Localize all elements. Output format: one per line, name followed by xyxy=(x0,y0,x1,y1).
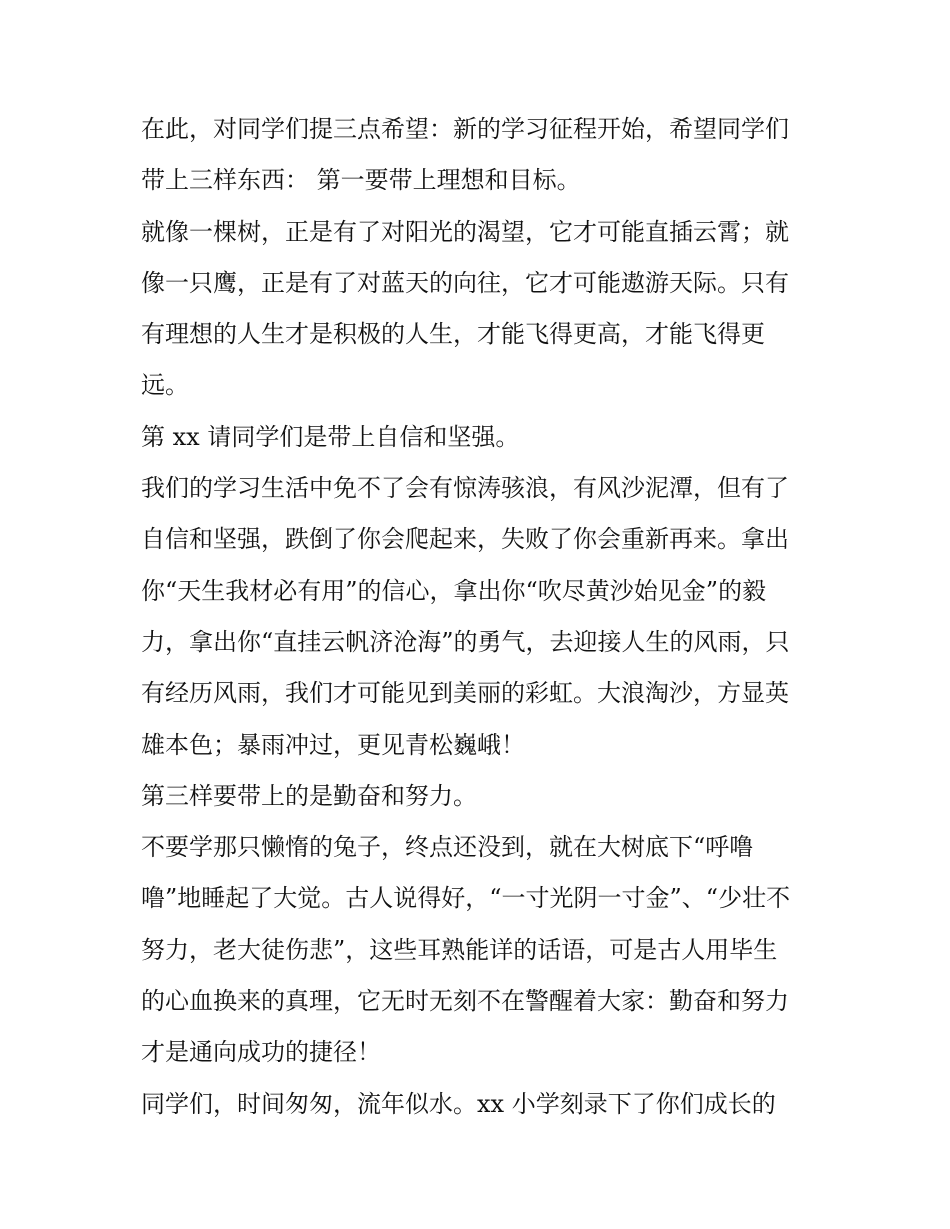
text-line: 我们的学习生活中免不了会有惊涛骇浪，有风沙泥潭，但有了 xyxy=(141,474,789,503)
text-line: 有经历风雨，我们才可能见到美丽的彩虹。大浪淘沙，方显英 xyxy=(141,679,789,708)
text-line: 在此，对同学们提三点希望：新的学习征程开始，希望同学们 xyxy=(141,115,789,143)
text-line: 就像一棵树，正是有了对阳光的渴望，它才可能直插云霄；就 xyxy=(141,217,789,246)
text-line: 才是通向成功的捷径！ xyxy=(141,1038,381,1067)
text-line: 不要学那只懒惰的兔子，终点还没到，就在大树底下“呼噜 xyxy=(141,833,754,862)
text-line: 你“天生我材必有用”的信心，拿出你“吹尽黄沙始见金”的毅 xyxy=(141,576,767,605)
text-line: 自信和坚强，跌倒了你会爬起来，失败了你会重新再来。拿出 xyxy=(141,525,789,554)
text-line: 努力，老大徒伤悲”，这些耳熟能详的话语，可是古人用毕生 xyxy=(141,935,778,964)
text-line: 有理想的人生才是积极的人生，才能飞得更高，才能飞得更 xyxy=(141,320,765,349)
text-line: 第 xx 请同学们是带上自信和坚强。 xyxy=(141,422,520,451)
text-line: 同学们，时间匆匆，流年似水。xx 小学刻录下了你们成长的 xyxy=(141,1089,776,1118)
text-line: 的心血换来的真理，它无时无刻不在警醒着大家：勤奋和努力 xyxy=(141,987,789,1016)
text-line: 远。 xyxy=(141,371,189,400)
text-line: 力，拿出你“直挂云帆济沧海”的勇气，去迎接人生的风雨，只 xyxy=(141,627,790,656)
text-line: 雄本色；暴雨冲过，更见青松巍峨！ xyxy=(141,730,525,759)
text-line: 噜”地睡起了大觉。古人说得好，“一寸光阴一寸金”、“少壮不 xyxy=(141,884,791,913)
text-line: 第三样要带上的是勤奋和努力。 xyxy=(141,781,477,810)
text-line: 带上三样东西： 第一要带上理想和目标。 xyxy=(141,166,581,195)
document-body xyxy=(141,104,831,1130)
text-line: 像一只鹰，正是有了对蓝天的向往，它才可能遨游天际。只有 xyxy=(141,268,789,297)
